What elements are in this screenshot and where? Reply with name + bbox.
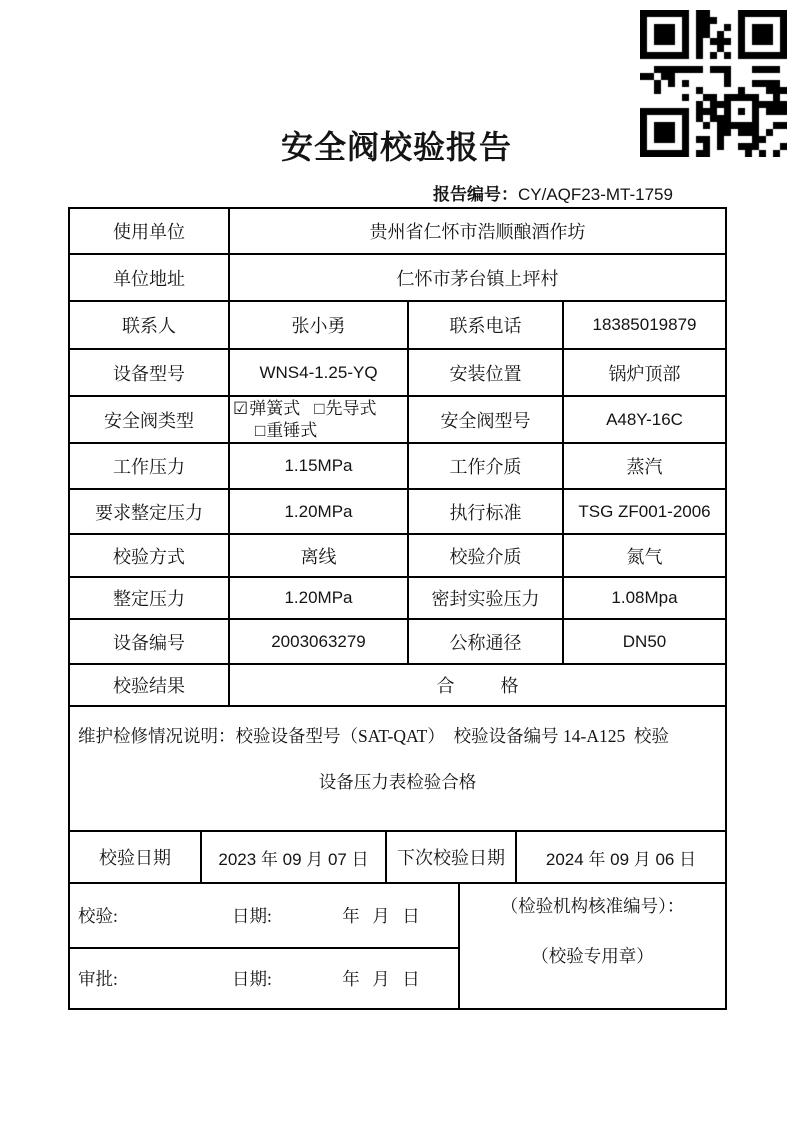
remark-cell [70,707,725,830]
table-row-calibration-method [70,533,725,576]
standard-value: TSG ZF001-2006 [562,490,725,533]
table-row-working-pressure [70,442,725,488]
result-value [228,665,725,705]
set-pressure-value: 1.20MPa [228,578,407,618]
valve-type-options-line1 [233,398,377,420]
use-unit-value: 贵州省仁怀市浩顺酿酒作坊 [228,209,725,253]
valve-model-value: A48Y-16C [562,397,725,442]
equipment-number-value: 2003063279 [228,620,407,663]
table-row-required-set-pressure [70,488,725,533]
option-pilot-label: 先导式 [325,398,377,418]
contact-label: 联系人 [122,316,176,336]
table-row-dates [70,830,725,882]
result-label: 校验结果 [113,676,185,696]
valve-model-label: 安全阀型号 [407,397,562,442]
calibrator-date-label: 日期: [232,906,272,926]
approver-signature-row [70,947,458,1008]
table-row-result [70,663,725,705]
year-label: 年 [342,906,360,926]
table-row-use-unit [70,209,725,253]
contact-phone-label: 联系电话 [407,302,562,348]
table-row-unit-address [70,253,725,300]
set-pressure-label: 整定压力 [113,589,185,609]
calibrator-signature-row [70,884,458,947]
nominal-diameter-value: DN50 [562,620,725,663]
next-calibration-date-label: 下次校验日期 [385,832,515,882]
use-unit-label: 使用单位 [113,222,185,242]
calibration-seal-label: （校验专用章） [531,946,654,966]
working-pressure-label: 工作压力 [113,457,185,477]
remark-line2: 设备压力表检验合格 [318,772,477,792]
option-spring-label: 弹簧式 [249,398,301,418]
year-label: 年 [342,969,360,989]
approver-date-label: 日期: [232,969,272,989]
day-label: 日 [402,969,420,989]
result-char-1: 合 [436,676,455,696]
calibration-medium-value: 氮气 [562,535,725,576]
valve-type-label: 安全阀类型 [104,410,194,431]
report-number-value: CY/AQF23-MT-1759 [518,185,673,204]
table-row-remark [70,705,725,830]
report-number-label: 报告编号： [433,185,518,204]
unit-address-value: 仁怀市茅台镇上坪村 [228,255,725,300]
seal-test-pressure-label: 密封实验压力 [407,578,562,618]
approver-label: 审批: [78,969,118,989]
table-row-set-pressure [70,576,725,618]
valve-type-options-line2 [255,420,317,442]
calibration-date-label: 校验日期 [99,848,171,868]
equipment-model-label: 设备型号 [113,363,185,384]
calibration-medium-label: 校验介质 [407,535,562,576]
install-position-value: 锅炉顶部 [562,350,725,395]
table-row-signoff [70,882,725,1008]
install-position-label: 安装位置 [407,350,562,395]
required-set-pressure-label: 要求整定压力 [95,502,203,523]
remark-line1: 维护检修情况说明：校验设备型号（SAT-QAT） 校验设备编号 14-A125 校验 [78,726,669,746]
equipment-number-label: 设备编号 [113,632,185,653]
checkbox-unchecked-icon: □ [314,398,325,418]
table-row-valve-type [70,395,725,442]
page-title: 安全阀校验报告 [280,129,512,165]
calibrator-label: 校验: [78,906,118,926]
contact-value: 张小勇 [228,302,407,348]
checkbox-unchecked-icon: □ [255,420,266,440]
required-set-pressure-value: 1.20MPa [228,490,407,533]
table-row-contact [70,300,725,348]
result-char-2: 格 [500,676,519,696]
working-medium-value: 蒸汽 [562,444,725,488]
signature-area [70,884,458,1008]
valve-type-options [228,397,407,442]
option-weight [255,420,317,442]
next-calibration-date-value: 2024 年 09 月 06 日 [515,832,725,882]
month-label: 月 [372,969,390,989]
standard-label: 执行标准 [407,490,562,533]
table-row-equipment-number [70,618,725,663]
nominal-diameter-label: 公称通径 [407,620,562,663]
checkbox-checked-icon: ☑ [233,398,249,418]
calibration-method-label: 校验方式 [113,546,185,567]
working-medium-label: 工作介质 [407,444,562,488]
stamp-area [458,884,725,1008]
report-number [433,180,673,205]
calibration-method-value: 离线 [228,535,407,576]
table-row-equipment-model [70,348,725,395]
unit-address-label: 单位地址 [113,268,185,289]
contact-phone-value: 18385019879 [562,302,725,348]
calibration-date-value: 2023 年 09 月 07 日 [200,832,385,882]
equipment-model-value: WNS4-1.25-YQ [228,350,407,395]
option-pilot [314,398,376,420]
option-weight-label: 重锤式 [266,420,318,440]
day-label: 日 [402,906,420,926]
working-pressure-value: 1.15MPa [228,444,407,488]
option-spring [233,398,300,420]
seal-test-pressure-value: 1.08Mpa [562,578,725,618]
agency-approval-number-label: （检验机构核准编号）： [500,896,685,916]
month-label: 月 [372,906,390,926]
report-table [68,207,727,1010]
